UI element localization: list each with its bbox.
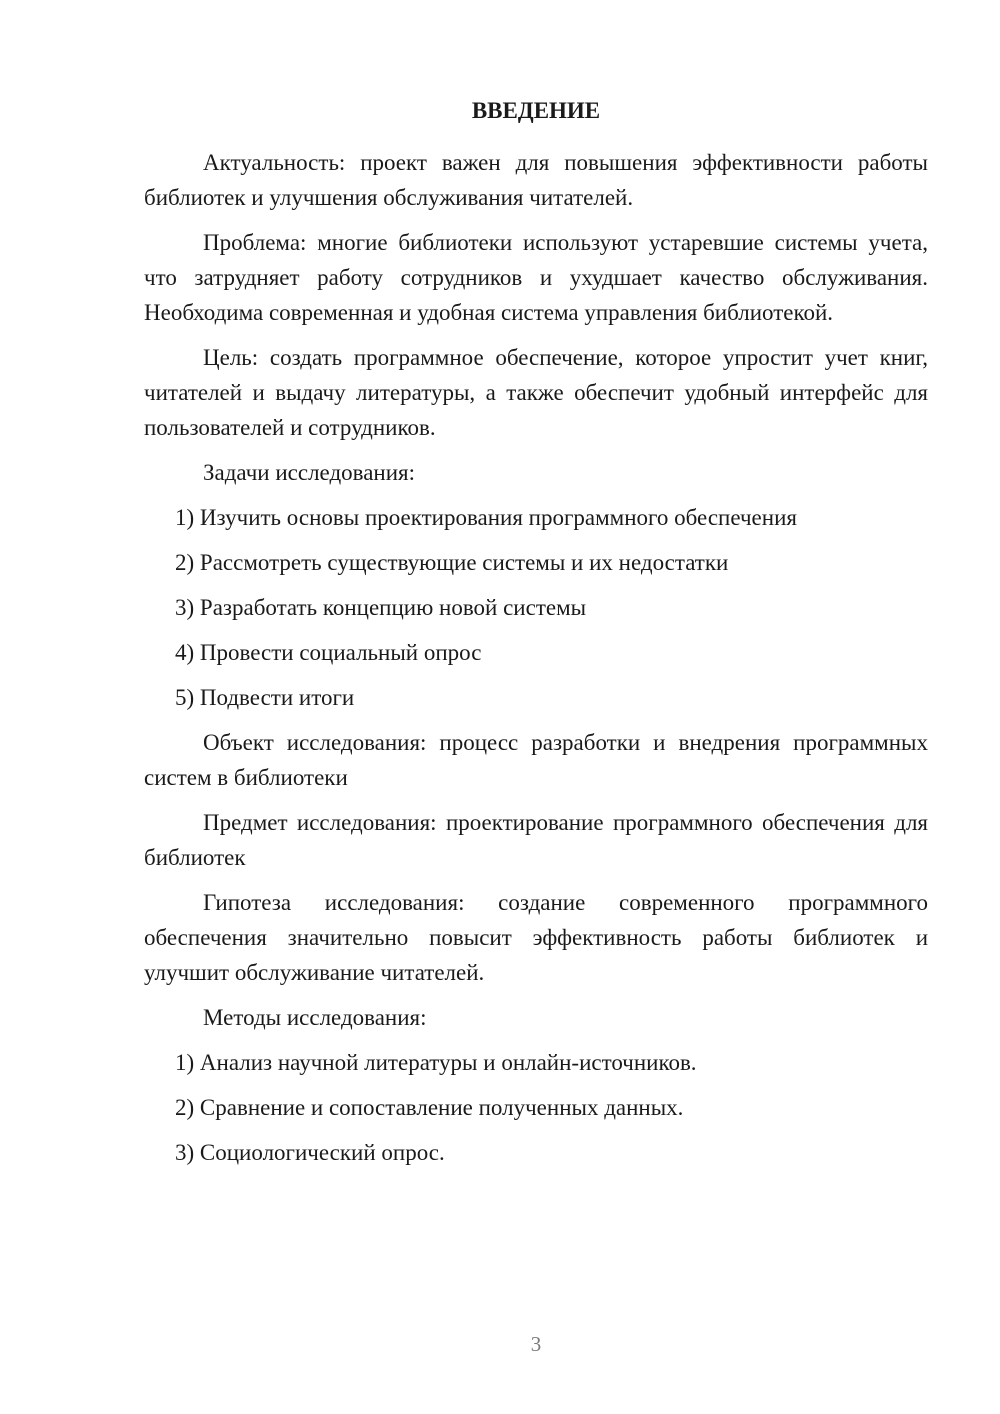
paragraph-subject: Предмет исследования: проектирование программного обеспечения для библиотек	[144, 810, 928, 870]
task-item: 3) Разработать концепцию новой системы	[175, 595, 587, 620]
task-item: 2) Рассмотреть существующие системы и их недостатки	[175, 550, 729, 575]
paragraph-hypothesis: Гипотеза исследования: создание современного программного обеспечения значительно повысит эффективность работы библиотек и улучшит обслуживание читателей.	[144, 890, 928, 985]
task-item: 1) Изучить основы проектирования программного обеспечения	[175, 505, 797, 530]
tasks-heading: Задачи исследования:	[203, 460, 416, 485]
methods-heading: Методы исследования:	[203, 1005, 427, 1030]
task-item: 5) Подвести итоги	[175, 685, 355, 710]
paragraph-problem: Проблема: многие библиотеки используют устаревшие системы учета, что затрудняет работу сотрудников и ухудшает качество обслуживания. Необходима современная и удобная система управления библиотекой.	[144, 230, 928, 325]
method-item: 2) Сравнение и сопоставление полученных данных.	[175, 1095, 684, 1120]
paragraph-object: Объект исследования: процесс разработки и внедрения программных систем в библиотеки	[144, 730, 928, 790]
paragraph-goal: Цель: создать программное обеспечение, которое упростит учет книг, читателей и выдачу литературы, а также обеспечит удобный интерфейс для пользователей и сотрудников.	[144, 345, 928, 440]
paragraph-relevance: Актуальность: проект важен для повышения эффективности работы библиотек и улучшения обслуживания читателей.	[144, 150, 928, 210]
body-text	[144, 145, 928, 1170]
page-title: ВВЕДЕНИЕ	[471, 98, 601, 123]
page-number: 3	[530, 1332, 542, 1356]
method-item: 3) Социологический опрос.	[175, 1140, 445, 1165]
method-item: 1) Анализ научной литературы и онлайн-источников.	[175, 1050, 697, 1075]
task-item: 4) Провести социальный опрос	[175, 640, 482, 665]
